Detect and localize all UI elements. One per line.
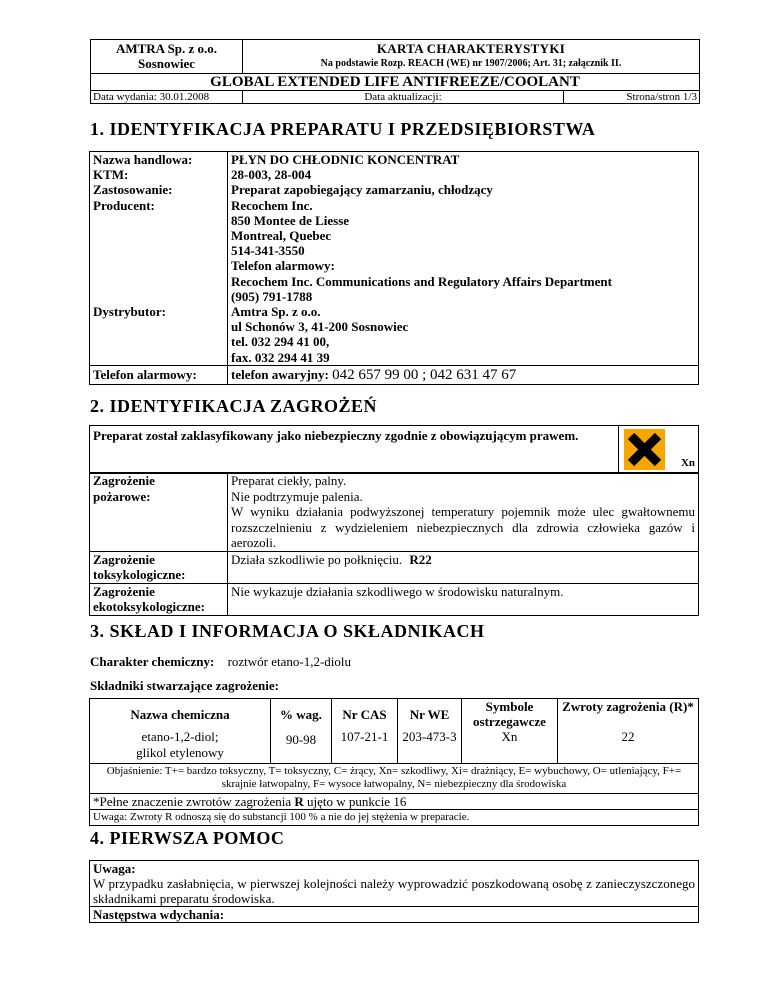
tox-label-line: toksykologiczne: xyxy=(93,567,186,582)
col-weight: % wag. xyxy=(271,699,332,730)
distributor-line: Amtra Sp. z o.o. xyxy=(231,304,321,320)
components-table xyxy=(89,698,699,826)
eco-label-line: ekotoksykologiczne: xyxy=(93,599,205,614)
producer-line: Montreal, Quebec xyxy=(231,228,332,244)
tox-hazard-label xyxy=(90,551,228,583)
trade-name: PŁYN DO CHŁODNIC KONCENTRAT xyxy=(231,152,460,167)
distributor-line: tel. 032 294 41 00, xyxy=(231,334,330,350)
char-value: roztwór etano-1,2-diolu xyxy=(227,654,352,669)
identification-table xyxy=(89,151,699,385)
document-header xyxy=(90,39,700,104)
hazard-symbol-cell xyxy=(618,426,698,473)
inhalation-label: Następstwa wdychania: xyxy=(90,907,699,923)
harmful-x-icon xyxy=(624,429,665,470)
remark-note: Uwaga: Zwroty R odnoszą się do substancji 100 % a nie do jej stężenia w preparacie. xyxy=(90,809,699,825)
first-aid-note-text: W przypadku zasłabnięcia, w pierwszej kolejności należy wyprowadzić poszkodowaną osobę z zanieczyszczonego składnikami preparatu środowiska. xyxy=(93,876,695,906)
emergency-numbers: 042 657 99 00 ; 042 631 47 67 xyxy=(332,366,517,383)
distributor-label: Dystrybutor: xyxy=(93,303,166,319)
page-number: Strona/stron 1/3 xyxy=(564,91,700,104)
component-r-phrase: 22 xyxy=(558,729,699,763)
component-symbol: Xn xyxy=(462,729,558,763)
tox-r-code: R22 xyxy=(409,551,432,567)
fire-text-line: Nie podtrzymuje palenia. xyxy=(231,488,363,504)
col-cas: Nr CAS xyxy=(332,699,398,730)
col-symbols: Symbole ostrzegawcze xyxy=(462,699,558,730)
first-aid-note xyxy=(90,861,699,907)
tox-label-line: Zagrożenie xyxy=(93,551,155,567)
classification-box xyxy=(89,425,699,474)
fire-hazard-label xyxy=(90,473,228,552)
trade-name-label-text: Nazwa handlowa: xyxy=(93,152,193,167)
component-cas: 107-21-1 xyxy=(332,729,398,763)
fire-label-line: Zagrożenie xyxy=(93,473,155,488)
chemical-character xyxy=(90,654,351,670)
producer-line: 850 Montee de Liesse xyxy=(231,212,350,228)
symbol-code: Xn xyxy=(680,457,695,469)
eco-hazard-text: Nie wykazuje działania szkodliwego w środowisku naturalnym. xyxy=(228,583,699,615)
hazards-table xyxy=(89,472,699,616)
explanation-note: Objaśnienie: T+= bardzo toksyczny, T= toksyczny, C= żrący, Xn= szkodliwy, Xi= drażniący, E= wybuchowy, O= utleniający, F+= skrajnie łatwopalny, F= wysoce łatwopalny, N= niebezpieczny dla środowiska xyxy=(90,763,699,793)
company-cell xyxy=(91,40,243,74)
fire-text-line: Preparat ciekły, palny. xyxy=(231,473,347,488)
section-2-title: 2. IDENTYFIKACJA ZAGROŻEŃ xyxy=(90,396,378,416)
fire-label-line: pożarowe: xyxy=(93,488,151,504)
doc-type: KARTA CHARAKTERYSTYKI xyxy=(376,41,566,56)
producer-line: Telefon alarmowy: xyxy=(231,258,335,274)
distributor-line: ul Schonów 3, 41-200 Sosnowiec xyxy=(231,319,409,335)
producer-line: Recochem Inc. Communications and Regulatory Affairs Department xyxy=(231,273,612,289)
section-4-title: 4. PIERWSZA POMOC xyxy=(90,828,285,848)
trade-name-label xyxy=(90,152,228,366)
hazard-components-label: Składniki stwarzające zagrożenie: xyxy=(90,678,279,693)
col-r-phrases: Zwroty zagrożenia (R)* xyxy=(558,699,699,730)
producer-line: (905) 791-1788 xyxy=(231,288,313,304)
col-chemical-name: Nazwa chemiczna xyxy=(90,699,271,730)
eco-label-line: Zagrożenie xyxy=(93,583,155,599)
eco-hazard-label xyxy=(90,583,228,615)
full-meaning-post: ujęto w punkcie 16 xyxy=(307,793,407,809)
use-value: Preparat zapobiegający zamarzaniu, chłodzący xyxy=(231,182,493,198)
emergency-label: Telefon alarmowy: xyxy=(90,365,228,384)
emergency-phone xyxy=(228,365,699,384)
identification-values xyxy=(228,152,699,366)
doc-type-cell xyxy=(243,40,700,74)
tox-text: Działa szkodliwie po połknięciu. xyxy=(231,551,403,567)
component-name xyxy=(90,729,271,763)
distributor-line: fax. 032 294 41 39 xyxy=(231,349,330,365)
fire-text-line: W wyniku działania podwyższonej temperatury pojemnik może ulec gwałtownemu rozszczelnieniu z wydzieleniem niebezpiecznych dla zdrowia człowieka gazów i aerozoli. xyxy=(231,504,695,550)
full-meaning-bold: R xyxy=(294,793,304,809)
company-name: AMTRA Sp. z o.o. xyxy=(115,41,218,56)
col-we: Nr WE xyxy=(398,699,462,730)
fire-hazard-text xyxy=(228,473,699,552)
classification-text: Preparat został zaklasyfikowany jako niebezpieczny zgodnie z obowiązującym prawem. xyxy=(93,428,579,443)
producer-label: Producent: xyxy=(93,197,155,213)
full-meaning-pre: *Pełne znaczenie zwrotów zagrożenia xyxy=(93,793,292,809)
component-weight: 90-98 xyxy=(271,729,332,763)
ktm-value: 28-003, 28-004 xyxy=(231,167,312,183)
product-title: GLOBAL EXTENDED LIFE ANTIFREEZE/COOLANT xyxy=(91,74,700,91)
ktm-label: KTM: xyxy=(93,167,129,183)
component-name-line: glikol etylenowy xyxy=(136,745,224,760)
component-name-line: etano-1,2-diol; xyxy=(141,729,219,744)
tox-hazard-text xyxy=(228,551,699,583)
char-label: Charakter chemiczny: xyxy=(90,654,215,669)
producer-line: 514-341-3550 xyxy=(231,243,305,259)
full-meaning-note xyxy=(90,793,699,809)
company-city: Sosnowiec xyxy=(137,56,196,71)
section-3-title: 3. SKŁAD I INFORMACJA O SKŁADNIKACH xyxy=(90,621,485,641)
emergency-prefix: telefon awaryjny: xyxy=(231,366,329,382)
first-aid-note-label: Uwaga: xyxy=(93,861,136,876)
use-label: Zastosowanie: xyxy=(93,182,173,198)
component-we: 203-473-3 xyxy=(398,729,462,763)
issue-date: Data wydania: 30.01.2008 xyxy=(91,91,243,104)
producer-line: Recochem Inc. xyxy=(231,197,313,213)
first-aid-table xyxy=(89,860,699,923)
section-1-title: 1. IDENTYFIKACJA PREPARATU I PRZEDSIĘBIORSTWA xyxy=(90,119,596,139)
update-date: Data aktualizacji: xyxy=(243,91,564,104)
legal-basis: Na podstawie Rozp. REACH (WE) nr 1907/2006; Art. 31; załącznik II. xyxy=(320,58,622,69)
